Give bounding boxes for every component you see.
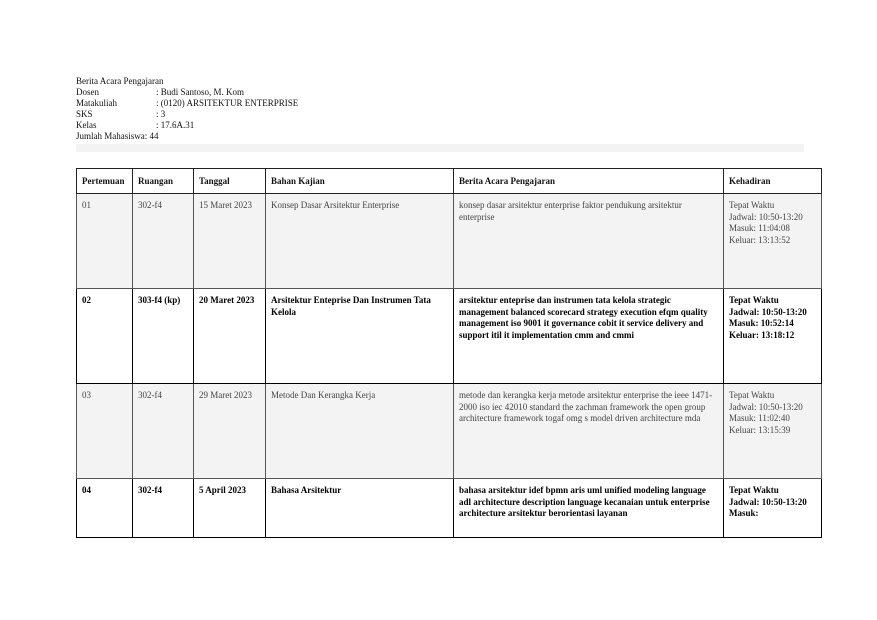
- jumlah-mahasiswa-value: : 44: [144, 131, 159, 141]
- kehadiran-masuk: Masuk: 11:02:40: [729, 413, 790, 423]
- pertemuan-cell: 03: [77, 384, 133, 479]
- tanggal-cell: 29 Maret 2023: [194, 384, 266, 479]
- header-title-row: [76, 76, 298, 87]
- sks-label: SKS: [76, 109, 93, 119]
- matakuliah-row: [76, 98, 298, 109]
- kehadiran-jadwal: Jadwal: 10:50-13:20: [729, 401, 803, 412]
- kehadiran-masuk: Masuk: 10:52:14: [729, 318, 794, 328]
- sks-row: [76, 109, 298, 120]
- pertemuan-cell: 01: [77, 194, 133, 289]
- kehadiran-cell: [724, 384, 822, 479]
- berita-acara-cell: konsep dasar arsitektur enterprise faktor pendukung arsitektur enterprise: [454, 194, 724, 289]
- column-header-tanggal: Tanggal: [194, 169, 266, 194]
- berita-acara-cell: bahasa arsitektur idef bpmn aris uml unified modeling language adl architecture description language kecanaian untuk enterprise architecture arsitektur berorientasi layanan: [454, 479, 724, 538]
- dosen-row: [76, 87, 298, 98]
- tanggal-cell: 20 Maret 2023: [194, 289, 266, 384]
- table-row: [77, 479, 822, 538]
- tanggal-cell: 15 Maret 2023: [194, 194, 266, 289]
- matakuliah-value: : (0120) ARSITEKTUR ENTERPRISE: [156, 98, 299, 108]
- bahan-kajian-cell: Bahasa Arsitektur: [266, 479, 454, 538]
- kelas-label: Kelas: [76, 120, 97, 130]
- pertemuan-cell: 04: [77, 479, 133, 538]
- sks-value: : 3: [156, 109, 166, 119]
- dosen-label: Dosen: [76, 87, 99, 97]
- bahan-kajian-cell: Konsep Dasar Arsitektur Enterprise: [266, 194, 454, 289]
- table-row: [77, 194, 822, 289]
- table-row: [77, 289, 822, 384]
- column-header-bahan-kajian: Bahan Kajian: [266, 169, 454, 194]
- column-header-berita-acara: Berita Acara Pengajaran: [454, 169, 724, 194]
- jumlah-mahasiswa-row: [76, 131, 298, 142]
- column-header-kehadiran: Kehadiran: [724, 169, 822, 194]
- table-row: [77, 384, 822, 479]
- kehadiran-keluar: Keluar: 13:13:52: [729, 234, 791, 245]
- kehadiran-jadwal: Jadwal: 10:50-13:20: [729, 211, 803, 222]
- table-header-row: [77, 169, 822, 194]
- column-header-pertemuan: Pertemuan: [77, 169, 133, 194]
- kehadiran-cell: [724, 194, 822, 289]
- document-title: Berita Acara Pengajaran: [76, 76, 164, 86]
- ruangan-cell: 302-f4: [133, 194, 194, 289]
- kehadiran-jadwal: Jadwal: 10:50-13:20: [729, 306, 807, 317]
- bahan-kajian-cell: Arsitektur Enteprise Dan Instrumen Tata Kelola: [266, 289, 454, 384]
- kehadiran-status: Tepat Waktu: [729, 485, 779, 495]
- kehadiran-status: Tepat Waktu: [729, 295, 779, 305]
- kehadiran-cell: [724, 479, 822, 538]
- berita-acara-cell: arsitektur enteprise dan instrumen tata kelola strategic management balanced scorecard strategy execution efqm quality management iso 9001 it governance cobit it service delivery and support itil it implementation cmm and cmmi: [454, 289, 724, 384]
- jumlah-mahasiswa-label: Jumlah Mahasiswa: [76, 131, 145, 141]
- kehadiran-keluar: Keluar: 13:18:12: [729, 329, 795, 340]
- pertemuan-cell: 02: [77, 289, 133, 384]
- kehadiran-masuk: Masuk:: [729, 508, 759, 518]
- ruangan-cell: 303-f4 (kp): [133, 289, 194, 384]
- column-header-ruangan: Ruangan: [133, 169, 194, 194]
- tanggal-cell: 5 April 2023: [194, 479, 266, 538]
- header-divider-shade: [76, 144, 804, 152]
- bahan-kajian-cell: Metode Dan Kerangka Kerja: [266, 384, 454, 479]
- kehadiran-status: Tepat Waktu: [729, 390, 775, 400]
- kelas-row: [76, 120, 298, 131]
- kelas-value: : 17.6A.31: [156, 120, 195, 130]
- kehadiran-jadwal: Jadwal: 10:50-13:20: [729, 496, 807, 507]
- berita-acara-cell: metode dan kerangka kerja metode arsitektur enterprise the ieee 1471-2000 iso iec 42010 standard the zachman framework the open group architecture framework togaf omg s model driven architecture mda: [454, 384, 724, 479]
- ruangan-cell: 302-f4: [133, 479, 194, 538]
- kehadiran-keluar: Keluar: 13:15:39: [729, 424, 791, 435]
- dosen-value: : Budi Santoso, M. Kom: [156, 87, 245, 97]
- kehadiran-cell: [724, 289, 822, 384]
- ruangan-cell: 302-f4: [133, 384, 194, 479]
- berita-acara-table: [76, 168, 822, 538]
- kehadiran-masuk: Masuk: 11:04:08: [729, 223, 790, 233]
- document-header: [76, 76, 298, 142]
- matakuliah-label: Matakuliah: [76, 98, 117, 108]
- kehadiran-status: Tepat Waktu: [729, 200, 775, 210]
